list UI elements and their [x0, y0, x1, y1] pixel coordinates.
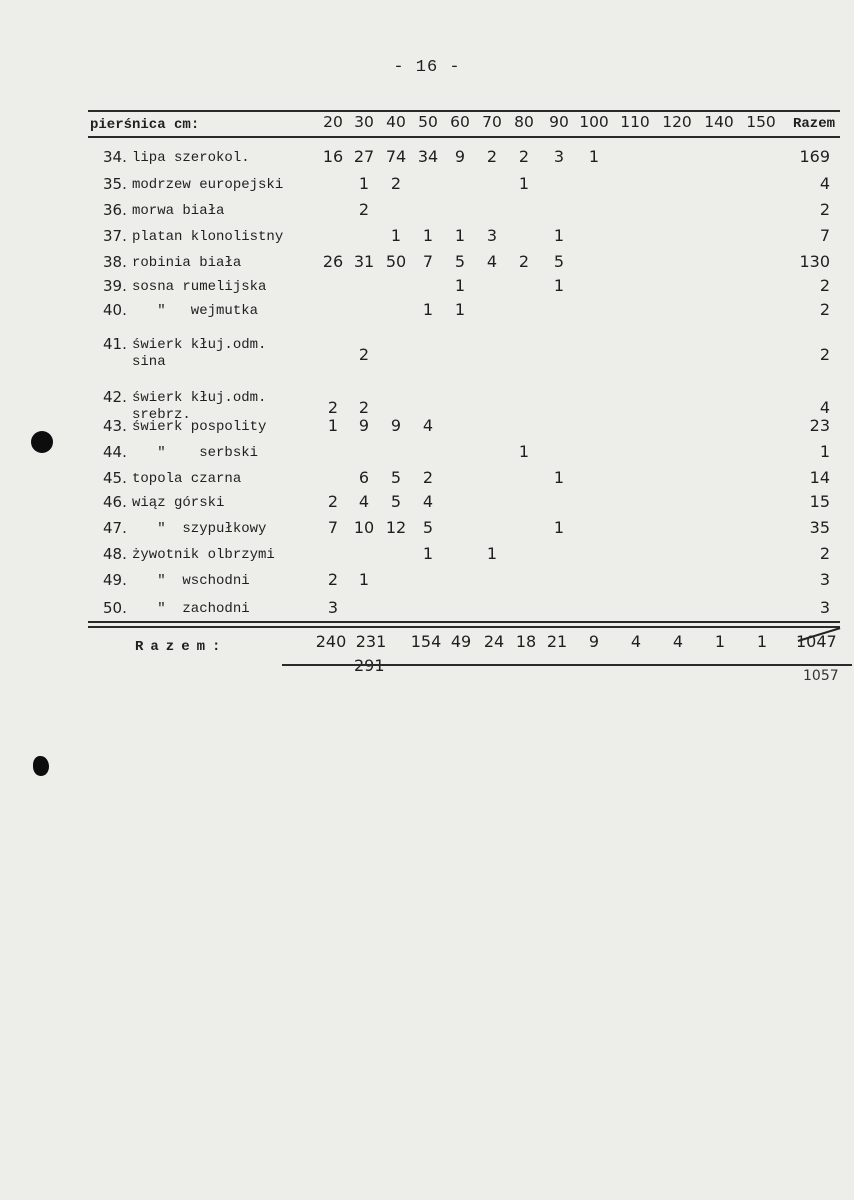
table-cell: 1 — [553, 276, 565, 295]
table-cell: 1 — [454, 276, 466, 295]
table-row — [0, 516, 854, 540]
row-total: 2 — [819, 276, 830, 295]
totals-underline — [282, 664, 852, 666]
table-cell: 1 — [553, 468, 565, 487]
row-number: 45. — [103, 469, 127, 487]
row-number: 41. — [103, 335, 127, 353]
table-cell: 1 — [588, 147, 600, 166]
table-row — [0, 490, 854, 514]
row-total: 4 — [819, 174, 830, 193]
row-number: 46. — [103, 493, 127, 511]
table-cell: 9 — [390, 416, 402, 435]
species-name: " szypułkowy — [132, 521, 267, 537]
row-number: 49. — [103, 571, 127, 589]
row-total: 3 — [819, 598, 830, 617]
table-cell: 34 — [417, 147, 439, 166]
totals-cell: 21 — [546, 632, 568, 651]
table-cell: 6 — [358, 468, 370, 487]
table-row — [0, 332, 854, 370]
row-number: 34. — [103, 148, 127, 166]
header-column: 120 — [662, 113, 692, 131]
table-row — [0, 542, 854, 566]
table-cell: 2 — [390, 174, 402, 193]
table-cell: 1 — [390, 226, 402, 245]
table-cell: 1 — [454, 300, 466, 319]
row-number: 39. — [103, 277, 127, 295]
row-number: 43. — [103, 417, 127, 435]
table-cell: 5 — [553, 252, 565, 271]
table-row — [0, 414, 854, 438]
table-cell: 1 — [553, 518, 565, 537]
table-cell: 5 — [422, 518, 434, 537]
row-total: 2 — [819, 544, 830, 563]
row-total: 14 — [809, 468, 830, 487]
table-row — [0, 596, 854, 620]
species-name: robinia biała — [132, 255, 242, 271]
header-column: 100 — [579, 113, 609, 131]
table-cell: 1 — [518, 174, 530, 193]
table-cell: 3 — [486, 226, 498, 245]
table-cell: 1 — [358, 174, 370, 193]
row-number: 44. — [103, 443, 127, 461]
row-total: 7 — [819, 226, 830, 245]
header-column: 30 — [354, 113, 374, 131]
table-cell: 50 — [385, 252, 407, 271]
species-name: lipa szerokol. — [132, 150, 250, 166]
totals-cell: 18 — [515, 632, 537, 651]
row-total: 2 — [819, 345, 830, 364]
species-name: wiąz górski — [132, 495, 225, 511]
row-number: 47. — [103, 519, 127, 537]
table-cell: 1 — [486, 544, 498, 563]
row-total: 4 — [819, 398, 830, 417]
table-cell: 1 — [422, 226, 434, 245]
table-cell: 1 — [454, 226, 466, 245]
table-row — [0, 440, 854, 464]
species-name: " serbski — [132, 445, 259, 461]
row-number: 36. — [103, 201, 127, 219]
table-cell: 5 — [390, 468, 402, 487]
table-cell: 2 — [518, 252, 530, 271]
totals-cell: 24 — [483, 632, 505, 651]
header-column: 70 — [482, 113, 502, 131]
page-number: - 16 - — [393, 58, 461, 77]
table-row — [0, 385, 854, 423]
species-name: świerk kłuj.odm. srebrz. — [132, 390, 267, 423]
table-cell: 1 — [327, 416, 339, 435]
totals-cell: 49 — [450, 632, 472, 651]
table-cell: 2 — [518, 147, 530, 166]
row-number: 40. — [103, 301, 127, 319]
table-row — [0, 145, 854, 169]
table-top-rule — [88, 110, 840, 112]
species-name: " zachodni — [132, 601, 250, 617]
table-cell: 4 — [486, 252, 498, 271]
row-number: 48. — [103, 545, 127, 563]
table-cell: 1 — [422, 300, 434, 319]
table-cell: 10 — [353, 518, 375, 537]
table-row — [0, 250, 854, 274]
header-column: 80 — [514, 113, 534, 131]
table-cell: 74 — [385, 147, 407, 166]
table-cell: 5 — [390, 492, 402, 511]
row-total: 35 — [809, 518, 830, 537]
totals-cell: 240 — [315, 632, 347, 651]
row-number: 35. — [103, 175, 127, 193]
species-name: żywotnik olbrzymi — [132, 547, 275, 563]
table-cell: 2 — [358, 200, 370, 219]
table-cell: 2 — [358, 345, 370, 364]
row-total: 2 — [819, 200, 830, 219]
row-total: 2 — [819, 300, 830, 319]
species-name: " wschodni — [132, 573, 250, 589]
species-name: platan klonolistny — [132, 229, 284, 245]
species-name: sosna rumelijska — [132, 279, 267, 295]
table-cell: 26 — [322, 252, 344, 271]
table-bottom-rule — [88, 621, 840, 623]
row-number: 38. — [103, 253, 127, 271]
row-number: 37. — [103, 227, 127, 245]
row-total: 1 — [819, 442, 830, 461]
header-label: pierśnica cm: — [90, 117, 200, 133]
header-column: 50 — [418, 113, 438, 131]
table-cell: 4 — [358, 492, 370, 511]
table-cell: 1 — [553, 226, 565, 245]
table-cell: 7 — [422, 252, 434, 271]
totals-cell: 9 — [588, 632, 600, 651]
species-name: modrzew europejski — [132, 177, 284, 193]
totals-cell: 154 — [410, 632, 442, 651]
table-row — [0, 466, 854, 490]
totals-cell: 1 — [756, 632, 768, 651]
row-number: 42. — [103, 388, 127, 406]
table-cell: 2 — [486, 147, 498, 166]
table-cell: 1 — [518, 442, 530, 461]
table-row — [0, 274, 854, 298]
table-cell: 2 — [422, 468, 434, 487]
table-cell: 1 — [422, 544, 434, 563]
header-column: 40 — [386, 113, 406, 131]
species-name: morwa biała — [132, 203, 225, 219]
header-column: 90 — [549, 113, 569, 131]
totals-cell: 1 — [714, 632, 726, 651]
table-row — [0, 198, 854, 222]
species-name: świerk kłuj.odm. sina — [132, 337, 267, 370]
table-row — [0, 298, 854, 322]
table-row — [0, 172, 854, 196]
row-number: 50. — [103, 599, 127, 617]
row-total: 3 — [819, 570, 830, 589]
totals-cell: 4 — [672, 632, 684, 651]
species-name: topola czarna — [132, 471, 242, 487]
table-cell: 12 — [385, 518, 407, 537]
table-cell: 2 — [358, 398, 370, 417]
header-column: 150 — [746, 113, 776, 131]
grand-total: 1047 — [796, 632, 837, 651]
table-cell: 5 — [454, 252, 466, 271]
table-cell: 4 — [422, 416, 434, 435]
punch-hole — [33, 756, 49, 776]
table-cell: 27 — [353, 147, 375, 166]
totals-cell: 4 — [630, 632, 642, 651]
header-column: 110 — [620, 113, 650, 131]
table-cell: 3 — [327, 598, 339, 617]
totals-label: Razem: — [135, 639, 228, 655]
row-total: 169 — [799, 147, 830, 166]
species-name: " wejmutka — [132, 303, 259, 319]
species-name: świerk pospolity — [132, 419, 267, 435]
table-cell: 7 — [327, 518, 339, 537]
header-bottom-rule — [88, 136, 840, 138]
table-cell: 4 — [422, 492, 434, 511]
table-cell: 9 — [454, 147, 466, 166]
table-cell: 2 — [327, 570, 339, 589]
table-row — [0, 224, 854, 248]
table-cell: 9 — [358, 416, 370, 435]
table-cell: 16 — [322, 147, 344, 166]
header-total-label: Razem — [792, 116, 835, 132]
header-column: 60 — [450, 113, 470, 131]
row-total: 15 — [809, 492, 830, 511]
table-cell: 31 — [353, 252, 375, 271]
totals-cell: 231 — [355, 632, 387, 651]
table-row — [0, 568, 854, 592]
row-total: 23 — [809, 416, 830, 435]
table-cell: 3 — [553, 147, 565, 166]
row-total: 130 — [799, 252, 830, 271]
header-column: 20 — [323, 113, 343, 131]
table-cell: 1 — [358, 570, 370, 589]
handwritten-correction: 1057 — [803, 668, 839, 684]
table-cell: 2 — [327, 398, 339, 417]
table-bottom-rule-double — [88, 626, 840, 628]
table-cell: 2 — [327, 492, 339, 511]
header-column: 140 — [704, 113, 734, 131]
